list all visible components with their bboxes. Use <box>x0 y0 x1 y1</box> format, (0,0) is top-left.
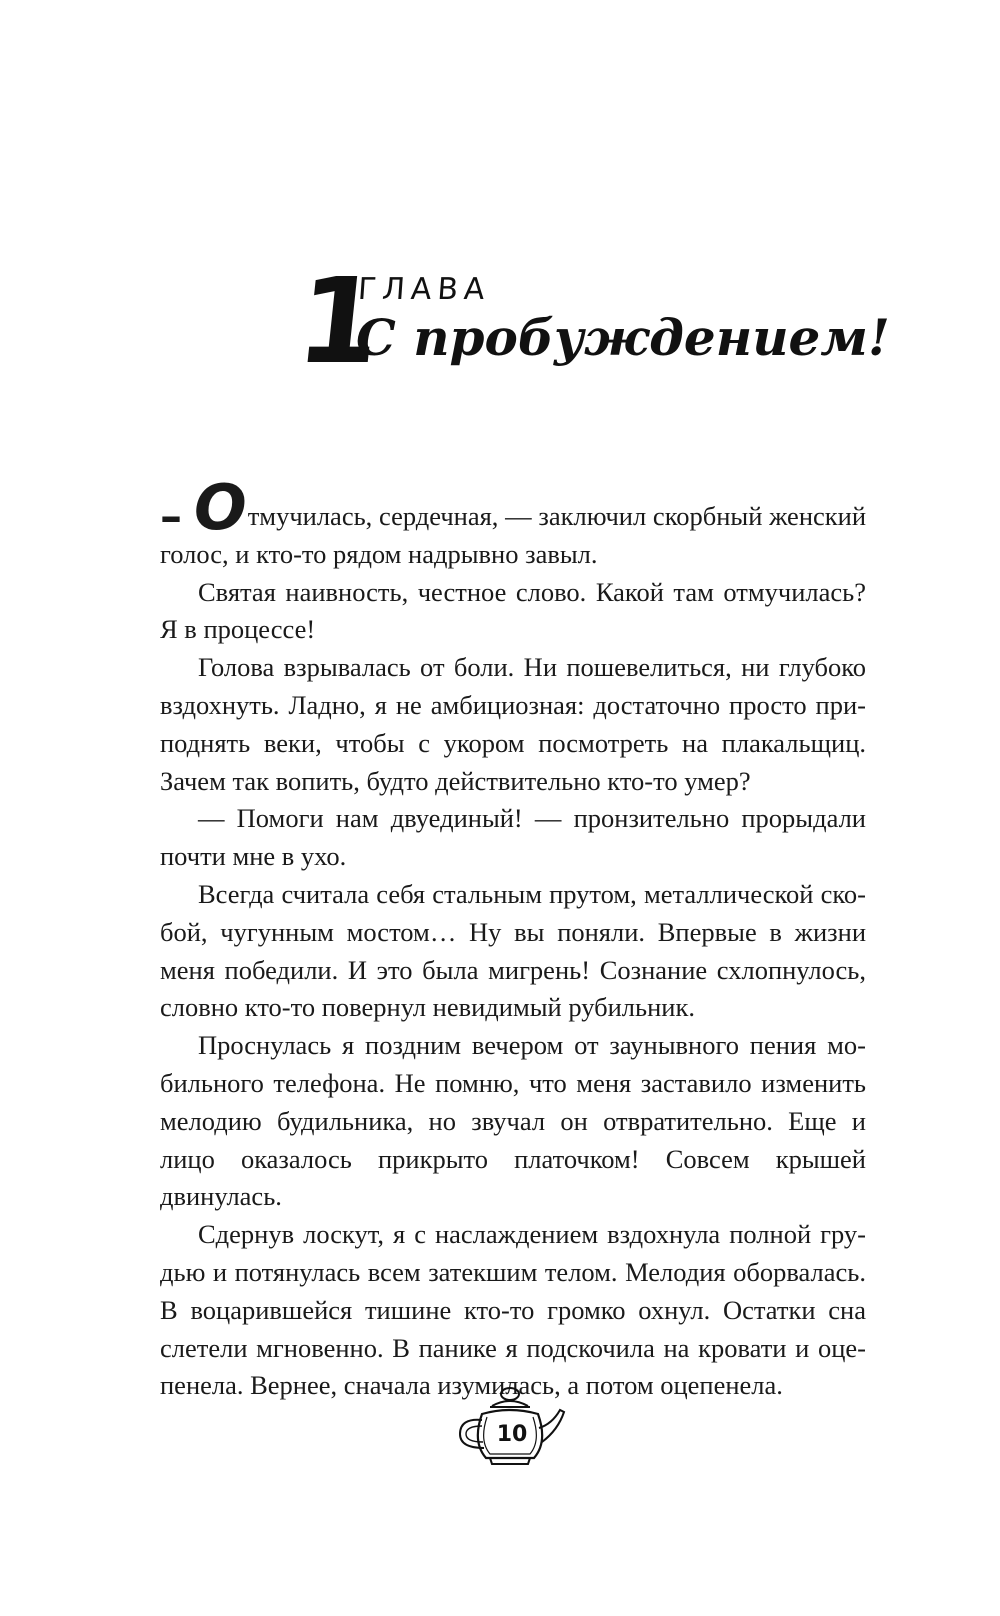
paragraph: Святая наивность, честное слово. Какой там отмучилась? Я в процессе! <box>160 576 866 645</box>
paragraph: Проснулась я поздним вечером от заунывного пения мобильного телефона. Не помню, что меня заставило изменить мелодию будильника, но звучал он отвратительно. Еще и лицо оказалось прикрыто платочком! Совсем крышей двинулась. <box>160 1030 866 1212</box>
page-number: 10 <box>496 1422 528 1447</box>
paragraph: Всегда считала себя стальным прутом, металлической скобой, чугунным мостом… Ну вы поняли. Впервые в жизни меня победили. И это была мигрень! Сознание схлопнулось, словно кто-то повернул невидимый рубильник. <box>160 878 866 1023</box>
paragraph <box>160 471 866 574</box>
chapter-title: С пробуждением! <box>356 308 890 367</box>
chapter-heading <box>290 252 890 402</box>
chapter-number: 1 <box>290 252 388 390</box>
paragraph: Сдернув лоскут, я с наслаждением вздохнула полной грудью и потянулась всем затекшим телом. Мелодия оборвалась. В воцарившейся тишине кто-то громко охнул. Остатки сна слетели мгновенно. В панике я подскочила на кровати и оцепенела. Вернее, сначала изумилась, а потом оцепенела. <box>160 1219 866 1401</box>
dropcap-dash: – <box>160 491 182 542</box>
paragraph-text: тмучилась, сердечная, — заключил скорбный женский голос, и кто-то рядом надрывно завыл. <box>160 501 866 569</box>
paragraph: — Помоги нам двуединый! — пронзительно прорыдали почти мне в ухо. <box>160 803 866 872</box>
page-footer <box>452 1384 572 1476</box>
chapter-label: ГЛАВА <box>356 272 492 307</box>
paragraph: Голова взрывалась от боли. Ни пошевелиться, ни глубоко вздохнуть. Ладно, я не амбициозная: достаточно просто приподнять веки, чтобы с укором посмотреть на плакальщиц. Зачем так вопить, будто действительно кто-то умер? <box>160 652 866 796</box>
body-text <box>160 471 866 1405</box>
dropcap-letter: О <box>194 471 247 544</box>
